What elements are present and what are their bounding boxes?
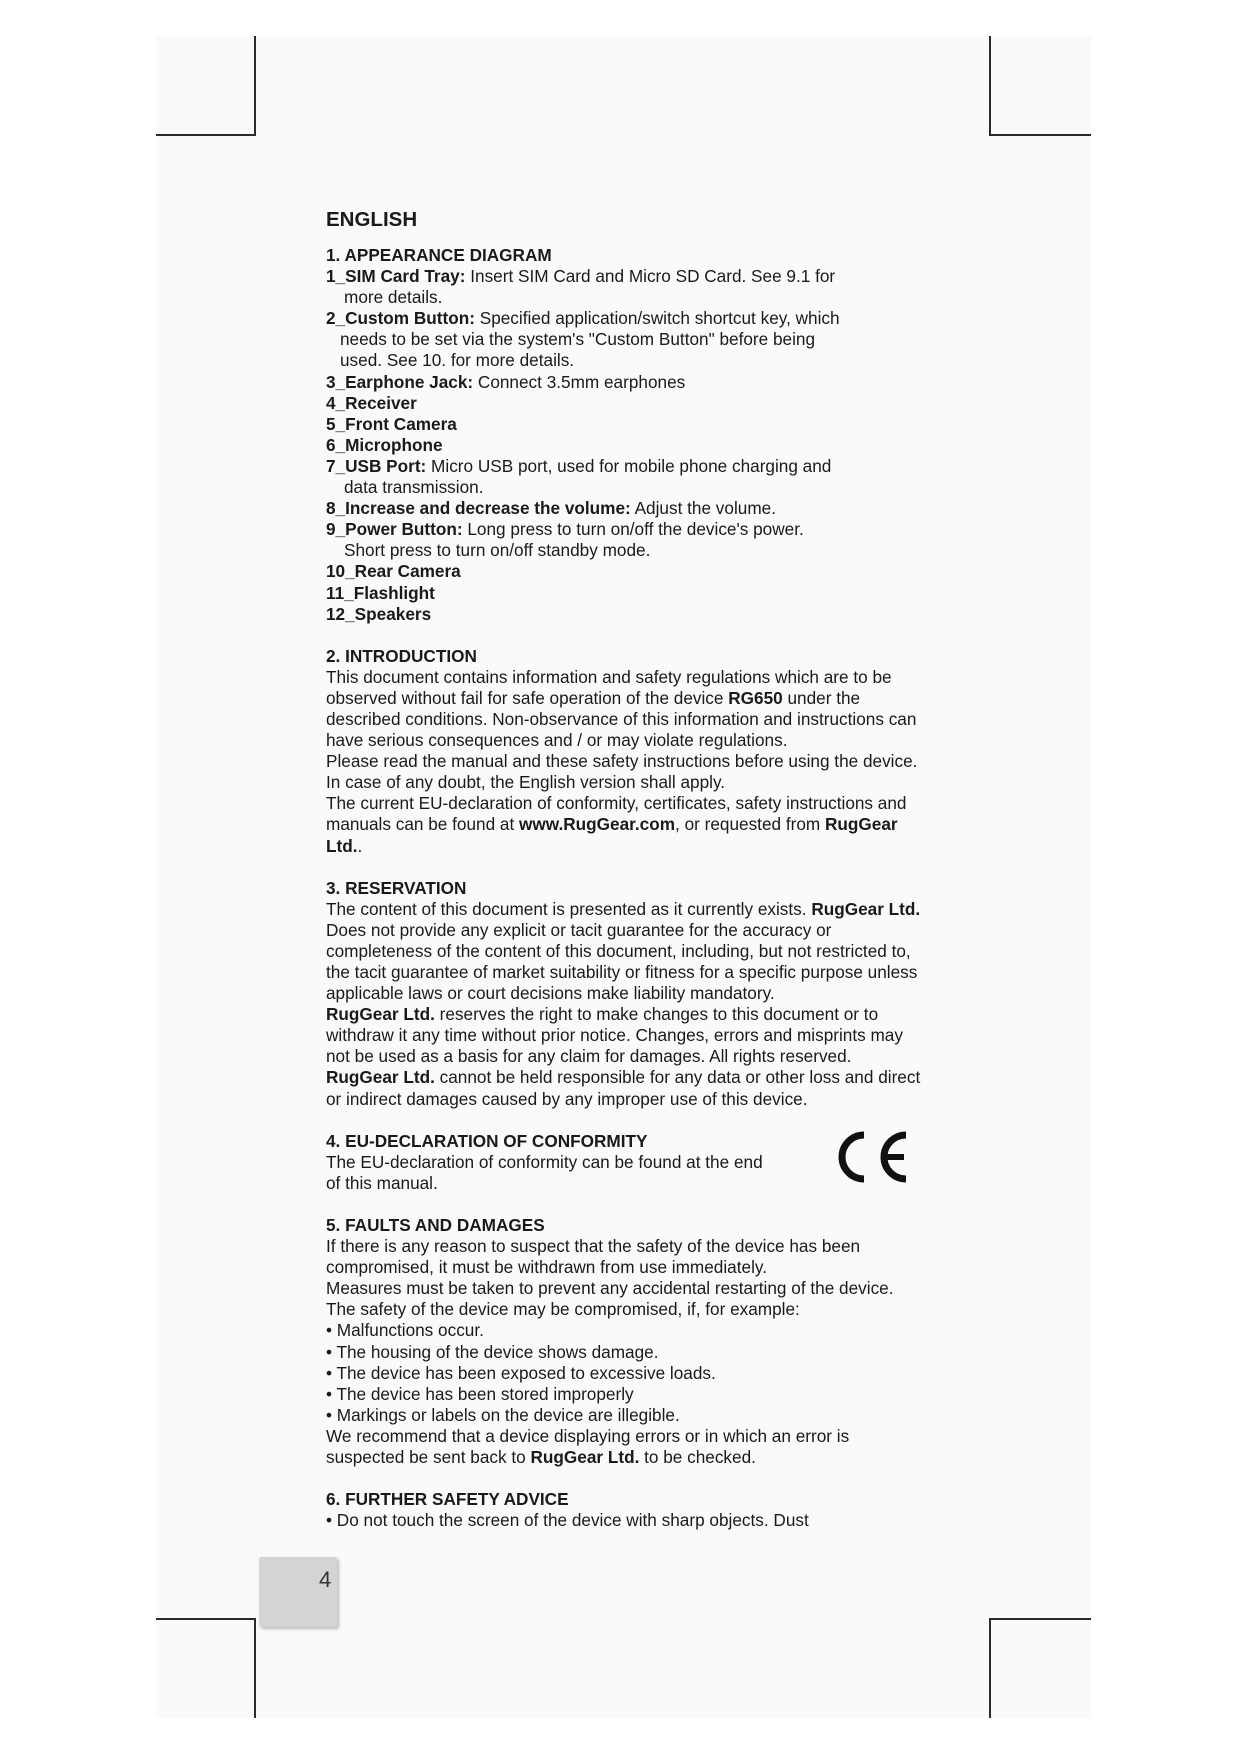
section-eu-declaration (326, 1131, 926, 1194)
list-item: 2_Custom Button: Specified application/switch shortcut key, which needs to be set via the system's "Custom Button" before being used. See 10. for more details. (326, 308, 840, 371)
section-title: 3. RESERVATION (326, 877, 467, 898)
list-item: 5_Front Camera (326, 413, 457, 434)
paragraph: The content of this document is presented as it currently exists. RugGear Ltd. Does not provide any explicit or tacit guarantee for the accuracy or completeness of the content of this document, including, but not restricted to, the tacit guarantee of market suitability or fitness for a specific purpose unless applicable laws or court decisions make liability mandatory. (326, 898, 921, 1004)
list-item: • Markings or labels on the device are illegible. (326, 1404, 680, 1425)
language-heading: ENGLISH (326, 208, 418, 231)
section-reservation (326, 878, 926, 1110)
list-item: 1_SIM Card Tray: Insert SIM Card and Micro SD Card. See 9.1 for more details. (326, 266, 836, 308)
paragraph: We recommend that a device displaying errors or in which an error is suspected be sent back to RugGear Ltd. to be checked. (326, 1425, 850, 1467)
section-title: 1. APPEARANCE DIAGRAM (326, 245, 552, 265)
crop-mark-top-left-h (156, 134, 256, 136)
list-item: 11_Flashlight (326, 582, 435, 603)
list-item: 3_Earphone Jack: Connect 3.5mm earphones (326, 371, 686, 392)
list-item: • The device has been stored improperly (326, 1383, 634, 1404)
paragraph: RugGear Ltd. reserves the right to make changes to this document or to withdraw it any time without prior notice. Changes, errors and misprints may not be used as a basis for any claim for damages. All rights reserved. (326, 1004, 903, 1067)
paragraph: The current EU-declaration of conformity, certificates, safety instructions and manuals can be found at www.RugGear.com, or requested from RugGear Ltd.. (326, 793, 907, 856)
section-title: 5. FAULTS AND DAMAGES (326, 1214, 545, 1235)
paragraph: The EU-declaration of conformity can be found at the end of this manual. (326, 1151, 763, 1193)
list-item: 8_Increase and decrease the volume: Adjust the volume. (326, 498, 776, 519)
paragraph: RugGear Ltd. cannot be held responsible for any data or other loss and direct or indirect damages caused by any improper use of this device. (326, 1067, 921, 1109)
list-item: 4_Receiver (326, 392, 417, 413)
ce-mark-icon (834, 1127, 912, 1187)
list-item: • The housing of the device shows damage. (326, 1341, 659, 1362)
list-item: 6_Microphone (326, 434, 443, 455)
document-body (326, 208, 926, 1552)
crop-mark-bottom-right-v (989, 1618, 991, 1718)
list-item: 12_Speakers (326, 603, 432, 624)
section-title: 4. EU-DECLARATION OF CONFORMITY (326, 1130, 648, 1151)
paragraph: If there is any reason to suspect that the safety of the device has been compromised, it must be withdrawn from use immediately. (326, 1236, 861, 1278)
section-faults-and-damages (326, 1215, 926, 1468)
crop-mark-top-right-v (989, 36, 991, 136)
crop-mark-bottom-right-h (989, 1618, 1091, 1620)
page-number-tab (259, 1557, 337, 1627)
page-number: 4 (319, 1567, 332, 1592)
crop-mark-bottom-left-h (156, 1618, 256, 1620)
list-item: 10_Rear Camera (326, 561, 461, 582)
crop-mark-bottom-left-v (254, 1618, 256, 1718)
list-item: • Malfunctions occur. (326, 1320, 484, 1341)
paragraph: This document contains information and safety regulations which are to be observed without fail for safe operation of the device RG650 under the described conditions. Non-observance of this information and instructions can have serious consequences and / or may violate regulations. (326, 666, 917, 751)
section-introduction (326, 646, 926, 857)
paragraph: Please read the manual and these safety instructions before using the device. In case of any doubt, the English version shall apply. (326, 751, 918, 793)
list-item: 9_Power Button: Long press to turn on/off the device's power. Short press to turn on/off standby mode. (326, 519, 804, 561)
section-appearance-diagram (326, 245, 926, 625)
section-title: 2. INTRODUCTION (326, 645, 477, 666)
crop-mark-top-left-v (254, 36, 256, 136)
section-further-safety-advice (326, 1489, 926, 1531)
list-item: • Do not touch the screen of the device with sharp objects. Dust (326, 1510, 809, 1531)
bullet-list (326, 1320, 926, 1425)
list-item: 7_USB Port: Micro USB port, used for mobile phone charging and data transmission. (326, 455, 832, 498)
list-item: • The device has been exposed to excessive loads. (326, 1362, 716, 1383)
paragraph: Measures must be taken to prevent any accidental restarting of the device. The safety of the device may be compromised, if, for example: (326, 1278, 894, 1320)
section-title: 6. FURTHER SAFETY ADVICE (326, 1489, 569, 1510)
crop-mark-top-right-h (989, 134, 1091, 136)
